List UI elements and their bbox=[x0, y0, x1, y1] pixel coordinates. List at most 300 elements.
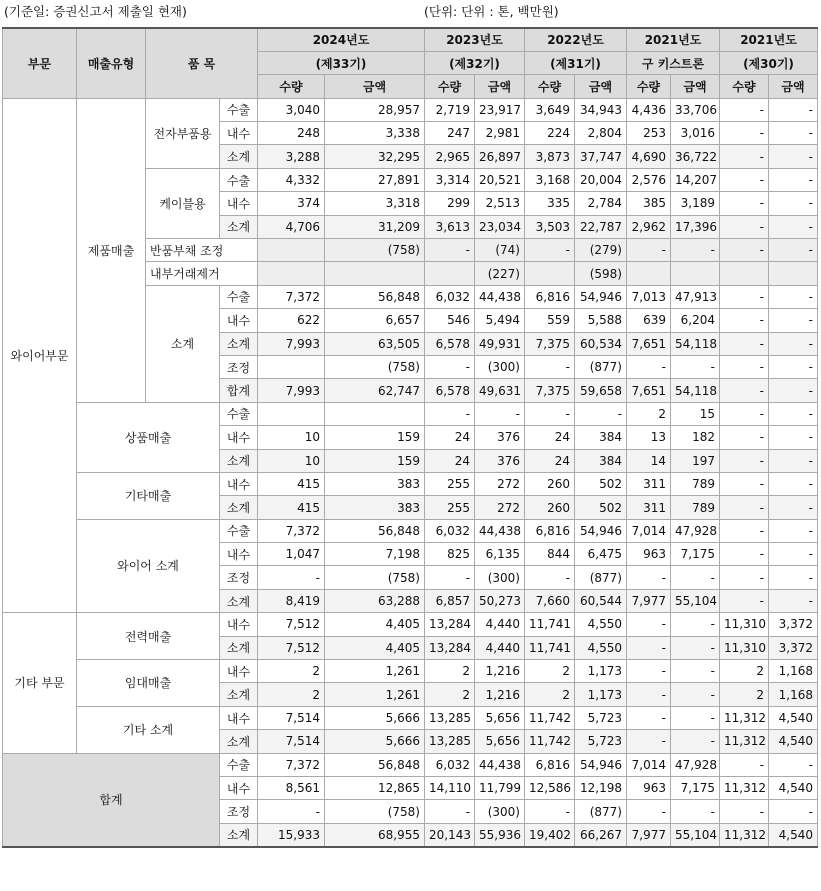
qty-cell: 385 bbox=[627, 192, 671, 215]
header-qty: 수량 bbox=[425, 75, 475, 98]
amount-cell: 5,588 bbox=[575, 309, 627, 332]
row-type-adjust: 조정 bbox=[220, 800, 258, 823]
qty-cell: 559 bbox=[525, 309, 575, 332]
amount-cell: 23,034 bbox=[475, 215, 525, 238]
amount-cell: 33,706 bbox=[671, 98, 720, 121]
qty-cell: 3,873 bbox=[525, 145, 575, 168]
amount-cell: (877) bbox=[575, 355, 627, 378]
amount-cell: - bbox=[769, 402, 818, 425]
amount-cell: - bbox=[671, 800, 720, 823]
qty-cell: 7,375 bbox=[525, 332, 575, 355]
qty-cell: - bbox=[525, 355, 575, 378]
qty-cell: 7,993 bbox=[258, 332, 325, 355]
qty-cell: 11,742 bbox=[525, 730, 575, 753]
amount-cell: - bbox=[769, 355, 818, 378]
qty-cell: 2,962 bbox=[627, 215, 671, 238]
amount-cell: - bbox=[671, 613, 720, 636]
other-subtotal: 기타 소계 bbox=[77, 706, 220, 753]
amount-cell: 272 bbox=[475, 496, 525, 519]
amount-cell: 5,666 bbox=[325, 730, 425, 753]
qty-cell: 255 bbox=[425, 496, 475, 519]
amount-cell: 502 bbox=[575, 472, 627, 495]
amount-cell: - bbox=[769, 472, 818, 495]
amount-cell: (877) bbox=[575, 566, 627, 589]
qty-cell: 825 bbox=[425, 543, 475, 566]
header-period-30: (제30기) bbox=[720, 51, 818, 74]
qty-cell: - bbox=[720, 379, 769, 402]
qty-cell: 260 bbox=[525, 496, 575, 519]
qty-cell: 7,651 bbox=[627, 332, 671, 355]
amount-cell: 49,931 bbox=[475, 332, 525, 355]
qty-cell: 24 bbox=[525, 426, 575, 449]
amount-cell: 54,118 bbox=[671, 332, 720, 355]
qty-cell: 311 bbox=[627, 472, 671, 495]
wire-subtotal: 와이어 소계 bbox=[77, 519, 220, 613]
amount-cell: 26,897 bbox=[475, 145, 525, 168]
amount-cell: 5,666 bbox=[325, 706, 425, 729]
qty-cell: - bbox=[720, 800, 769, 823]
sales-type-rental: 임대매출 bbox=[77, 660, 220, 707]
qty-cell: - bbox=[720, 566, 769, 589]
amount-cell bbox=[769, 262, 818, 285]
amount-cell: 55,104 bbox=[671, 823, 720, 846]
qty-cell: - bbox=[627, 730, 671, 753]
qty-cell: 7,372 bbox=[258, 519, 325, 542]
amount-cell: 5,723 bbox=[575, 730, 627, 753]
qty-cell: 13,285 bbox=[425, 730, 475, 753]
qty-cell bbox=[258, 355, 325, 378]
amount-cell: 56,848 bbox=[325, 285, 425, 308]
amount-cell: 4,540 bbox=[769, 823, 818, 846]
row-type-subtotal: 소계 bbox=[220, 145, 258, 168]
qty-cell: 2 bbox=[720, 683, 769, 706]
qty-cell: 11,312 bbox=[720, 706, 769, 729]
amount-cell: 23,917 bbox=[475, 98, 525, 121]
amount-cell: 20,004 bbox=[575, 168, 627, 191]
row-type-subtotal: 소계 bbox=[220, 215, 258, 238]
header-qty: 수량 bbox=[720, 75, 769, 98]
amount-cell: 17,396 bbox=[671, 215, 720, 238]
row-type-domestic: 내수 bbox=[220, 543, 258, 566]
header-qty: 수량 bbox=[627, 75, 671, 98]
qty-cell: 24 bbox=[425, 426, 475, 449]
row-type-adjust: 조정 bbox=[220, 566, 258, 589]
sales-table bbox=[2, 27, 818, 848]
amount-cell: 66,267 bbox=[575, 823, 627, 846]
amount-cell: 6,657 bbox=[325, 309, 425, 332]
qty-cell bbox=[258, 262, 325, 285]
header-amt: 금액 bbox=[325, 75, 425, 98]
qty-cell: 24 bbox=[525, 449, 575, 472]
amount-cell: 383 bbox=[325, 472, 425, 495]
amount-cell: 1,173 bbox=[575, 660, 627, 683]
qty-cell: - bbox=[525, 800, 575, 823]
qty-cell: 8,561 bbox=[258, 777, 325, 800]
item-internal-elimination: 내부거래제거 bbox=[146, 262, 258, 285]
qty-cell: 3,613 bbox=[425, 215, 475, 238]
amount-cell: 44,438 bbox=[475, 285, 525, 308]
qty-cell: 247 bbox=[425, 122, 475, 145]
amount-cell: 3,016 bbox=[671, 122, 720, 145]
amount-cell: 5,723 bbox=[575, 706, 627, 729]
qty-cell: - bbox=[720, 285, 769, 308]
qty-cell: 311 bbox=[627, 496, 671, 519]
header-year-2023: 2023년도 bbox=[425, 28, 525, 51]
sales-type-product: 제품매출 bbox=[77, 98, 146, 402]
amount-cell: - bbox=[769, 98, 818, 121]
amount-cell: 4,540 bbox=[769, 706, 818, 729]
amount-cell: (598) bbox=[575, 262, 627, 285]
amount-cell: - bbox=[769, 800, 818, 823]
amount-cell: 47,928 bbox=[671, 519, 720, 542]
amount-cell: 5,494 bbox=[475, 309, 525, 332]
qty-cell: - bbox=[425, 800, 475, 823]
qty-cell: 2 bbox=[525, 660, 575, 683]
qty-cell bbox=[627, 262, 671, 285]
qty-cell: 6,032 bbox=[425, 519, 475, 542]
amount-cell: 2,981 bbox=[475, 122, 525, 145]
item-cable: 케이블용 bbox=[146, 168, 220, 238]
qty-cell: 6,578 bbox=[425, 379, 475, 402]
qty-cell: 6,816 bbox=[525, 753, 575, 776]
amount-cell: 502 bbox=[575, 496, 627, 519]
qty-cell: 7,512 bbox=[258, 613, 325, 636]
item-product-subtotal: 소계 bbox=[146, 285, 220, 402]
amount-cell: - bbox=[671, 706, 720, 729]
qty-cell: 963 bbox=[627, 777, 671, 800]
amount-cell: 1,261 bbox=[325, 683, 425, 706]
amount-cell: - bbox=[769, 122, 818, 145]
qty-cell: 3,040 bbox=[258, 98, 325, 121]
amount-cell: 55,104 bbox=[671, 589, 720, 612]
amount-cell: - bbox=[769, 449, 818, 472]
qty-cell: 7,372 bbox=[258, 285, 325, 308]
qty-cell: 260 bbox=[525, 472, 575, 495]
qty-cell: - bbox=[720, 402, 769, 425]
qty-cell: 7,977 bbox=[627, 823, 671, 846]
qty-cell: 3,168 bbox=[525, 168, 575, 191]
qty-cell: 224 bbox=[525, 122, 575, 145]
header-sales-type: 매출유형 bbox=[77, 28, 146, 98]
qty-cell: 299 bbox=[425, 192, 475, 215]
qty-cell: 7,512 bbox=[258, 636, 325, 659]
sales-type-other: 기타매출 bbox=[77, 472, 220, 519]
amount-cell: (300) bbox=[475, 566, 525, 589]
amount-cell bbox=[325, 402, 425, 425]
amount-cell: 1,261 bbox=[325, 660, 425, 683]
qty-cell: - bbox=[720, 496, 769, 519]
header-division: 부문 bbox=[3, 28, 77, 98]
qty-cell: 3,503 bbox=[525, 215, 575, 238]
qty-cell: - bbox=[425, 355, 475, 378]
amount-cell: 6,135 bbox=[475, 543, 525, 566]
row-type-domestic: 내수 bbox=[220, 192, 258, 215]
qty-cell: 4,690 bbox=[627, 145, 671, 168]
qty-cell: 4,332 bbox=[258, 168, 325, 191]
amount-cell: 376 bbox=[475, 426, 525, 449]
amount-cell: 4,540 bbox=[769, 777, 818, 800]
amount-cell: - bbox=[769, 145, 818, 168]
qty-cell: 3,314 bbox=[425, 168, 475, 191]
qty-cell: - bbox=[720, 239, 769, 262]
amount-cell: - bbox=[769, 753, 818, 776]
amount-cell: 11,799 bbox=[475, 777, 525, 800]
row-type-domestic: 내수 bbox=[220, 122, 258, 145]
qty-cell: 248 bbox=[258, 122, 325, 145]
amount-cell: 15 bbox=[671, 402, 720, 425]
amount-cell: 59,658 bbox=[575, 379, 627, 402]
qty-cell: 7,372 bbox=[258, 753, 325, 776]
qty-cell: 7,660 bbox=[525, 589, 575, 612]
row-type-export: 수출 bbox=[220, 98, 258, 121]
header-year-2022: 2022년도 bbox=[525, 28, 627, 51]
qty-cell: 639 bbox=[627, 309, 671, 332]
amount-cell: 49,631 bbox=[475, 379, 525, 402]
qty-cell: 11,312 bbox=[720, 730, 769, 753]
qty-cell: 20,143 bbox=[425, 823, 475, 846]
row-type-export: 수출 bbox=[220, 753, 258, 776]
row-type-total: 합계 bbox=[220, 379, 258, 402]
header-year-2024: 2024년도 bbox=[258, 28, 425, 51]
header-year-2021: 2021년도 bbox=[720, 28, 818, 51]
qty-cell: - bbox=[258, 800, 325, 823]
qty-cell: 3,649 bbox=[525, 98, 575, 121]
amount-cell bbox=[671, 262, 720, 285]
amount-cell: 36,722 bbox=[671, 145, 720, 168]
qty-cell: 374 bbox=[258, 192, 325, 215]
qty-cell: 2 bbox=[425, 660, 475, 683]
qty-cell: - bbox=[720, 309, 769, 332]
amount-cell: 54,946 bbox=[575, 753, 627, 776]
amount-cell: 6,475 bbox=[575, 543, 627, 566]
amount-cell: - bbox=[769, 168, 818, 191]
qty-cell: 11,742 bbox=[525, 706, 575, 729]
qty-cell: 6,857 bbox=[425, 589, 475, 612]
amount-cell: - bbox=[769, 519, 818, 542]
qty-cell: 13,284 bbox=[425, 613, 475, 636]
qty-cell: 7,651 bbox=[627, 379, 671, 402]
header-period-keystron: 구 키스트론 bbox=[627, 51, 720, 74]
qty-cell: 2 bbox=[258, 660, 325, 683]
amount-cell: 1,216 bbox=[475, 683, 525, 706]
amount-cell: 60,544 bbox=[575, 589, 627, 612]
qty-cell: - bbox=[627, 800, 671, 823]
amount-cell: 44,438 bbox=[475, 519, 525, 542]
qty-cell: 11,310 bbox=[720, 636, 769, 659]
amount-cell: 37,747 bbox=[575, 145, 627, 168]
amount-cell: - bbox=[769, 566, 818, 589]
amount-cell: (877) bbox=[575, 800, 627, 823]
qty-cell: - bbox=[720, 426, 769, 449]
qty-cell: - bbox=[425, 566, 475, 589]
amount-cell: 4,440 bbox=[475, 613, 525, 636]
header-year-2021-keystron: 2021년도 bbox=[627, 28, 720, 51]
row-type-subtotal: 소계 bbox=[220, 823, 258, 846]
qty-cell: 415 bbox=[258, 496, 325, 519]
qty-cell: 7,014 bbox=[627, 519, 671, 542]
qty-cell: - bbox=[720, 589, 769, 612]
row-type-adjust: 조정 bbox=[220, 355, 258, 378]
amount-cell: 20,521 bbox=[475, 168, 525, 191]
amount-cell: 4,540 bbox=[769, 730, 818, 753]
amount-cell: - bbox=[769, 192, 818, 215]
qty-cell: - bbox=[627, 706, 671, 729]
qty-cell: 7,993 bbox=[258, 379, 325, 402]
amount-cell: 3,372 bbox=[769, 636, 818, 659]
amount-cell: 6,204 bbox=[671, 309, 720, 332]
qty-cell: 844 bbox=[525, 543, 575, 566]
qty-cell: - bbox=[720, 192, 769, 215]
qty-cell: - bbox=[627, 355, 671, 378]
qty-cell: - bbox=[425, 239, 475, 262]
item-electronic: 전자부품용 bbox=[146, 98, 220, 168]
header-qty: 수량 bbox=[525, 75, 575, 98]
amount-cell: (758) bbox=[325, 239, 425, 262]
amount-cell: 63,288 bbox=[325, 589, 425, 612]
amount-cell: 3,338 bbox=[325, 122, 425, 145]
qty-cell: 4,706 bbox=[258, 215, 325, 238]
amount-cell: - bbox=[671, 566, 720, 589]
qty-cell: 2 bbox=[425, 683, 475, 706]
amount-cell: 1,168 bbox=[769, 683, 818, 706]
amount-cell: (758) bbox=[325, 355, 425, 378]
qty-cell: - bbox=[525, 239, 575, 262]
header-period-31: (제31기) bbox=[525, 51, 627, 74]
qty-cell: - bbox=[720, 449, 769, 472]
amount-cell: (300) bbox=[475, 355, 525, 378]
sales-type-merchandise: 상품매출 bbox=[77, 402, 220, 472]
qty-cell: 11,741 bbox=[525, 636, 575, 659]
qty-cell: - bbox=[720, 472, 769, 495]
qty-cell: - bbox=[720, 145, 769, 168]
amount-cell: (300) bbox=[475, 800, 525, 823]
row-type-export: 수출 bbox=[220, 285, 258, 308]
qty-cell: 11,312 bbox=[720, 777, 769, 800]
qty-cell: 14,110 bbox=[425, 777, 475, 800]
amount-cell: 2,784 bbox=[575, 192, 627, 215]
row-type-domestic: 내수 bbox=[220, 613, 258, 636]
amount-cell: 789 bbox=[671, 496, 720, 519]
qty-cell: - bbox=[720, 543, 769, 566]
amount-cell: 789 bbox=[671, 472, 720, 495]
amount-cell: 63,505 bbox=[325, 332, 425, 355]
qty-cell: - bbox=[627, 613, 671, 636]
amount-cell: 7,198 bbox=[325, 543, 425, 566]
amount-cell: 14,207 bbox=[671, 168, 720, 191]
amount-cell bbox=[325, 262, 425, 285]
qty-cell: - bbox=[627, 239, 671, 262]
qty-cell: 12,586 bbox=[525, 777, 575, 800]
row-type-subtotal: 소계 bbox=[220, 683, 258, 706]
header-amt: 금액 bbox=[475, 75, 525, 98]
qty-cell: - bbox=[720, 332, 769, 355]
qty-cell: 2,576 bbox=[627, 168, 671, 191]
qty-cell: - bbox=[720, 215, 769, 238]
row-type-subtotal: 소계 bbox=[220, 496, 258, 519]
header-qty: 수량 bbox=[258, 75, 325, 98]
grand-total: 합계 bbox=[3, 753, 220, 847]
qty-cell: 14 bbox=[627, 449, 671, 472]
qty-cell: 6,816 bbox=[525, 519, 575, 542]
amount-cell: (758) bbox=[325, 800, 425, 823]
qty-cell: 7,977 bbox=[627, 589, 671, 612]
qty-cell: 963 bbox=[627, 543, 671, 566]
amount-cell: (74) bbox=[475, 239, 525, 262]
qty-cell: 7,514 bbox=[258, 730, 325, 753]
amount-cell: 31,209 bbox=[325, 215, 425, 238]
qty-cell: 11,312 bbox=[720, 823, 769, 846]
row-type-domestic: 내수 bbox=[220, 706, 258, 729]
header-period-32: (제32기) bbox=[425, 51, 525, 74]
amount-cell: 47,928 bbox=[671, 753, 720, 776]
amount-cell: 7,175 bbox=[671, 543, 720, 566]
qty-cell: 6,816 bbox=[525, 285, 575, 308]
qty-cell bbox=[720, 262, 769, 285]
amount-cell: 12,198 bbox=[575, 777, 627, 800]
amount-cell: 197 bbox=[671, 449, 720, 472]
amount-cell: 5,656 bbox=[475, 706, 525, 729]
amount-cell: 376 bbox=[475, 449, 525, 472]
row-type-domestic: 내수 bbox=[220, 777, 258, 800]
amount-cell: (758) bbox=[325, 566, 425, 589]
header-amt: 금액 bbox=[769, 75, 818, 98]
qty-cell: 7,514 bbox=[258, 706, 325, 729]
amount-cell: 44,438 bbox=[475, 753, 525, 776]
row-type-export: 수출 bbox=[220, 519, 258, 542]
amount-cell: 383 bbox=[325, 496, 425, 519]
amount-cell: 159 bbox=[325, 426, 425, 449]
header-period-33: (제33기) bbox=[258, 51, 425, 74]
amount-cell: 34,943 bbox=[575, 98, 627, 121]
amount-cell: 12,865 bbox=[325, 777, 425, 800]
qty-cell: - bbox=[720, 355, 769, 378]
amount-cell: 27,891 bbox=[325, 168, 425, 191]
qty-cell: 255 bbox=[425, 472, 475, 495]
qty-cell: 8,419 bbox=[258, 589, 325, 612]
amount-cell: 1,216 bbox=[475, 660, 525, 683]
amount-cell: (227) bbox=[475, 262, 525, 285]
amount-cell: 2,804 bbox=[575, 122, 627, 145]
amount-cell: - bbox=[575, 402, 627, 425]
qty-cell: 7,013 bbox=[627, 285, 671, 308]
amount-cell: 62,747 bbox=[325, 379, 425, 402]
qty-cell: - bbox=[627, 660, 671, 683]
amount-cell: 50,273 bbox=[475, 589, 525, 612]
amount-cell: - bbox=[769, 332, 818, 355]
amount-cell: 22,787 bbox=[575, 215, 627, 238]
qty-cell: 3,288 bbox=[258, 145, 325, 168]
qty-cell: 7,014 bbox=[627, 753, 671, 776]
qty-cell: 13 bbox=[627, 426, 671, 449]
amount-cell: 159 bbox=[325, 449, 425, 472]
qty-cell: - bbox=[627, 566, 671, 589]
qty-cell: 6,032 bbox=[425, 285, 475, 308]
amount-cell: 3,189 bbox=[671, 192, 720, 215]
qty-cell: 19,402 bbox=[525, 823, 575, 846]
qty-cell: 10 bbox=[258, 426, 325, 449]
item-return-adjustment: 반품부채 조정 bbox=[146, 239, 258, 262]
header-item: 품 목 bbox=[146, 28, 258, 98]
amount-cell: 56,848 bbox=[325, 519, 425, 542]
row-type-domestic: 내수 bbox=[220, 660, 258, 683]
qty-cell: 2 bbox=[627, 402, 671, 425]
qty-cell: 13,284 bbox=[425, 636, 475, 659]
row-type-subtotal: 소계 bbox=[220, 332, 258, 355]
qty-cell bbox=[258, 239, 325, 262]
qty-cell: 4,436 bbox=[627, 98, 671, 121]
qty-cell: 2 bbox=[525, 683, 575, 706]
qty-cell bbox=[258, 402, 325, 425]
